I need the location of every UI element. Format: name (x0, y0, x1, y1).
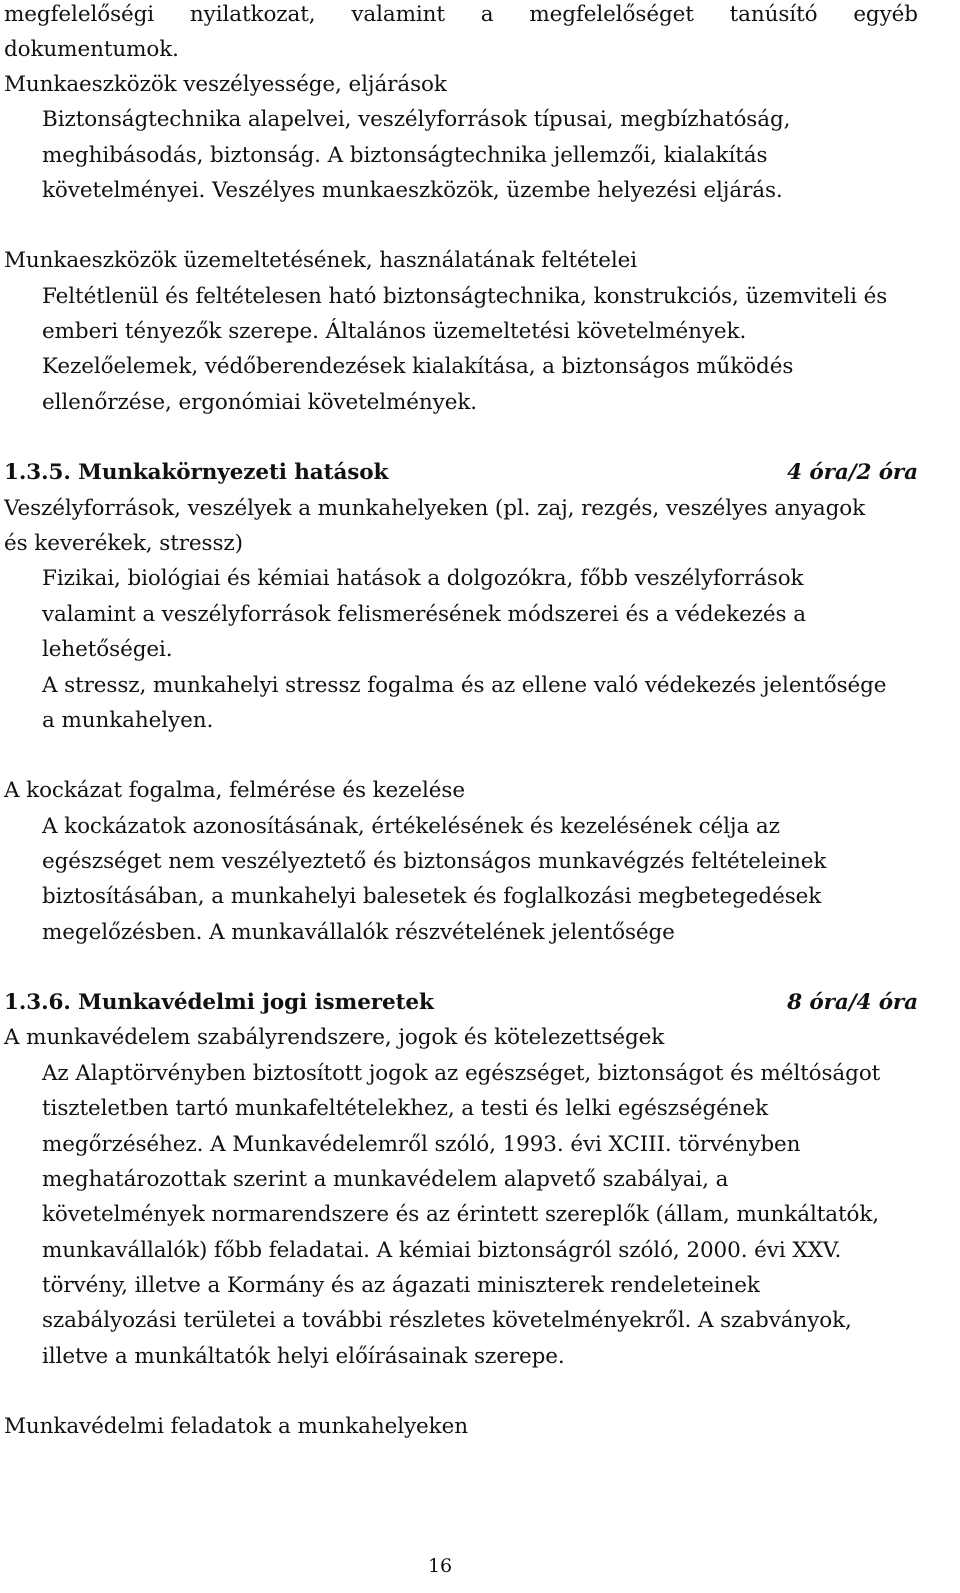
subheading: Munkaeszközök üzemeltetésének, használatának feltételei (4, 248, 638, 273)
paragraph-line: törvény, illetve a Kormány és az ágazati miniszterek rendeleteinek (42, 1273, 760, 1298)
paragraph-line: követelményei. Veszélyes munkaeszközök, üzembe helyezési eljárás. (42, 178, 783, 203)
section-heading (4, 988, 918, 1018)
paragraph-line: lehetőségei. (42, 637, 173, 662)
subheading: Munkaeszközök veszélyessége, eljárások (4, 72, 447, 97)
paragraph-line: Az Alaptörvényben biztosított jogok az egészséget, biztonságot és méltóságot (42, 1061, 881, 1086)
paragraph-line: valamint a veszélyforrások felismerésének módszerei és a védekezés a (42, 602, 806, 627)
paragraph-line: meghibásodás, biztonság. A biztonságtechnika jellemzői, kialakítás (42, 143, 768, 168)
paragraph-line: megőrzéséhez. A Munkavédelemről szóló, 1993. évi XCIII. törvényben (42, 1132, 801, 1157)
paragraph-line-justified (4, 0, 918, 30)
section-heading (4, 458, 918, 488)
paragraph-line: ellenőrzése, ergonómiai követelmények. (42, 390, 478, 415)
section-title: 1.3.6. Munkavédelmi jogi ismeretek (4, 990, 434, 1015)
word: nyilatkozat, (189, 2, 316, 27)
section-hours: 8 óra/4 óra (787, 990, 918, 1015)
paragraph-line: követelmények normarendszere és az érintett szereplők (állam, munkáltatók, (42, 1202, 880, 1227)
paragraph-line: a munkahelyen. (42, 708, 214, 733)
subheading: A munkavédelem szabályrendszere, jogok és kötelezettségek (4, 1025, 665, 1050)
section-title: 1.3.5. Munkakörnyezeti hatások (4, 460, 389, 485)
paragraph-line: megelőzésben. A munkavállalók részvételének jelentősége (42, 920, 675, 945)
subheading: Veszélyforrások, veszélyek a munkahelyeken (pl. zaj, rezgés, veszélyes anyagok (4, 496, 866, 521)
word: a (480, 2, 494, 27)
paragraph-line: szabályozási területei a további részletes követelményekről. A szabványok, (42, 1308, 852, 1333)
paragraph-line: illetve a munkáltatók helyi előírásainak szerepe. (42, 1344, 565, 1369)
subheading: és keverékek, stressz) (4, 531, 243, 556)
word: megfelelőségi (4, 2, 155, 27)
page-number: 16 (428, 1555, 452, 1577)
subheading: Munkavédelmi feladatok a munkahelyeken (4, 1414, 468, 1439)
paragraph-line: Feltétlenül és feltételesen ható biztonságtechnika, konstrukciós, üzemviteli és (42, 284, 888, 309)
word: valamint (351, 2, 445, 27)
paragraph-line: emberi tényezők szerepe. Általános üzemeltetési követelmények. (42, 319, 747, 344)
paragraph-line: tiszteletben tartó munkafeltételekhez, a testi és lelki egészségének (42, 1096, 769, 1121)
paragraph-line: Kezelőelemek, védőberendezések kialakítása, a biztonságos működés (42, 354, 794, 379)
section-hours: 4 óra/2 óra (787, 460, 918, 485)
paragraph-line: meghatározottak szerint a munkavédelem alapvető szabályai, a (42, 1167, 729, 1192)
paragraph-line: Fizikai, biológiai és kémiai hatások a dolgozókra, főbb veszélyforrások (42, 566, 804, 591)
word: megfelelőséget (529, 2, 694, 27)
paragraph-line: A kockázatok azonosításának, értékelésének és kezelésének célja az (42, 814, 780, 839)
paragraph-line: biztosításában, a munkahelyi balesetek és foglalkozási megbetegedések (42, 884, 822, 909)
paragraph-line: A stressz, munkahelyi stressz fogalma és az ellene való védekezés jelentősége (42, 673, 887, 698)
paragraph-line: dokumentumok. (4, 37, 179, 62)
paragraph-line: egészséget nem veszélyeztető és biztonságos munkavégzés feltételeinek (42, 849, 827, 874)
subheading: A kockázat fogalma, felmérése és kezelése (4, 778, 465, 803)
paragraph-line: Biztonságtechnika alapelvei, veszélyforrások típusai, megbízhatóság, (42, 107, 791, 132)
paragraph-line: munkavállalók) főbb feladatai. A kémiai biztonságról szóló, 2000. évi XXV. (42, 1238, 842, 1263)
word: tanúsító (729, 2, 818, 27)
word: egyéb (853, 2, 918, 27)
